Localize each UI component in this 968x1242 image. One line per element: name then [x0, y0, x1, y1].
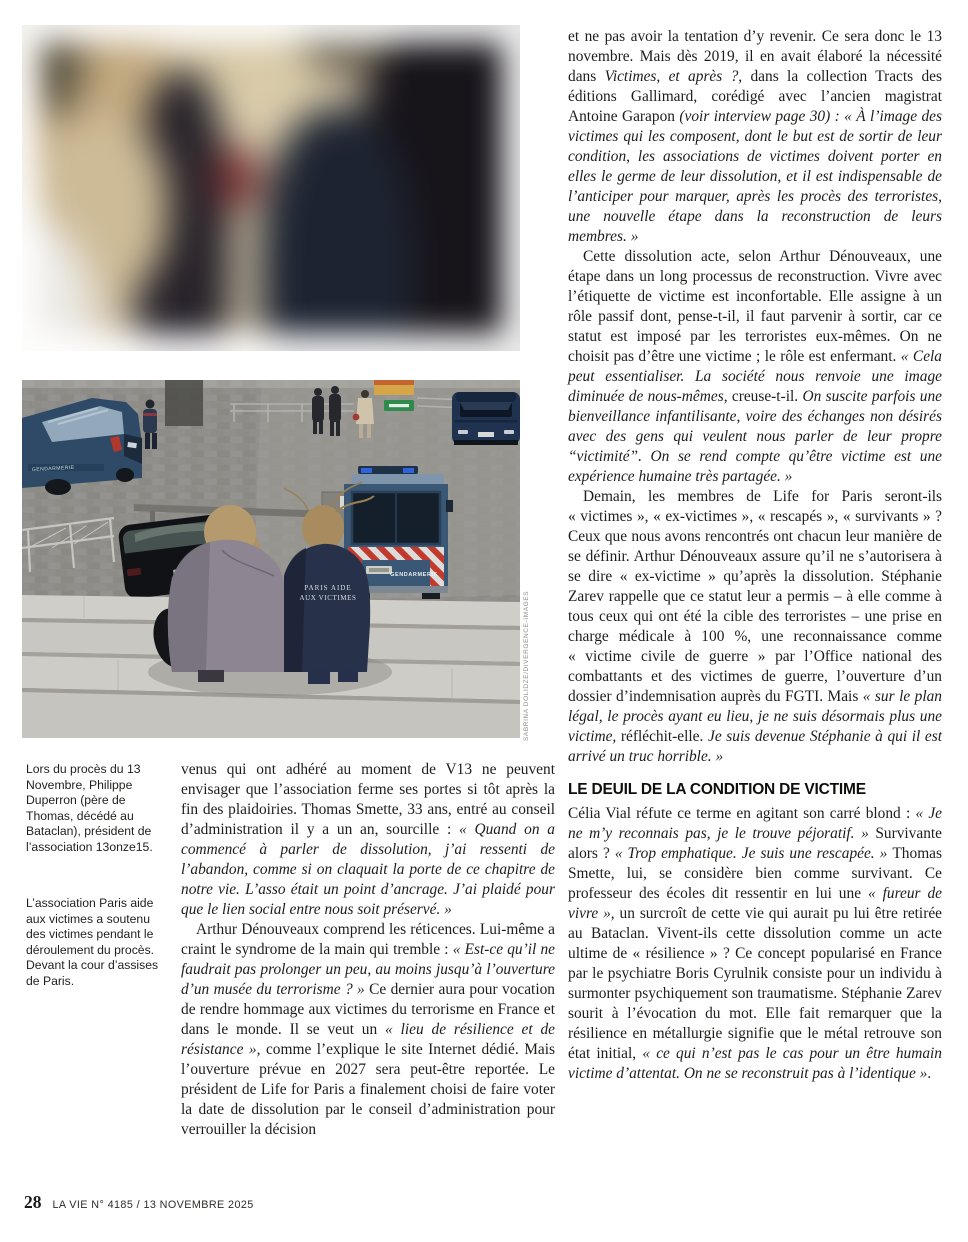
article-paragraph: et ne pas avoir la tentation d’y revenir. Ce sera donc le 13 novembre. Mais dès 2019, il en avait élaboré la nécessité dans Victimes, et après ?, dans la collection Tracts des éditions Gallimard, corédigé avec l’ancien magistrat Antoine Garapon (voir interview page 30) : « À l’image des victimes qui les composent, dont le but est de sortir de leur condition, les associations de victimes doivent porter en elles le germe de leur dissolution, et il est indispensable de l’anticiper pour marquer, après les procès des terroristes, une nouvelle étape dans la reconstruction de leurs membres. »	[568, 28, 942, 245]
van-rear-label: GENDARMERIE	[390, 572, 438, 578]
issue-info: LA VIE N° 4185 / 13 NOVEMBRE 2025	[52, 1199, 254, 1211]
jacket-text-line2: AUX VICTIMES	[299, 594, 357, 602]
photo-caption-1: Lors du procès du 13 Novembre, Philippe Duperron (père de Thomas, décédé au Bataclan), président de l’association 13onze15.	[26, 762, 153, 854]
photo-caption-2: L’association Paris aide aux victimes a soutenu des victimes pendant le déroulement du procès. Devant la cour d’assises de Paris.	[26, 896, 159, 988]
street-scene-illustration	[22, 380, 520, 738]
van-side-label: GENDARMERIE	[31, 464, 75, 473]
article-paragraph: Célia Vial réfute ce terme en agitant son carré blond : « Je ne m’y reconnais pas, je le trouve péjoratif. » Survivante alors ? « Trop emphatique. Je suis une rescapée. » Thomas Smette, lui, se considère bien comme survivant. Ce professeur des écoles dit ressentir en lui une « fureur de vivre », un surcroît de cette vie qui aurait pu lui être retirée au Bataclan. Vivent-ils cette dissolution comme un acte ultime de « résilience » ? Ce concept popularisé en France par le psychiatre Boris Cyrulnik consiste pour un individu à surmonter psychiquement son traumatisme. Stéphanie Zarev sourit à l’évocation du mot. Elle fait remarquer que la résilience en métallurgie signifie que le métal retrouve son état initial, « ce qui n’est pas le cas pour un être humain victime d’attentat. On ne se reconstruit pas à l’identique ».	[568, 805, 942, 1082]
article-paragraph: Arthur Dénouveaux comprend les réticences. Lui-même a craint le syndrome de la main qui tremble : « Est-ce qu’il ne faudrait pas prolonger un peu, au moins jusqu’à l’ouverture d’un musée du terrorisme ? » Ce dernier aura pour vocation de rendre hommage aux victimes du terrorisme en France et dans le monde. Il se veut un « lieu de résilience et de résistance », comme l’explique le site Internet dédié. Mais l’ouverture prévue en 2027 sera peut-être reportée. Le président de Life for Paris a finalement choisi de faire voter la date de dissolution par le conseil d’administration pour verrouiller la décision	[181, 921, 555, 1138]
police-minivan	[452, 392, 520, 445]
left-person-feet	[198, 670, 224, 682]
section-heading: LE DEUIL DE LA CONDITION DE VICTIME	[568, 781, 866, 798]
street-scene-photo	[22, 380, 520, 738]
article-paragraph: Cette dissolution acte, selon Arthur Dénouveaux, une étape dans un long processus de reconstruction. Vivre avec l’étiquette de victime est inconfortable. Elle assigne à un rôle passif dont, pense-t-il, il faut parvenir à sortir, car ce statut est imposé par les terroristes eux-mêmes. On ne choisit pas d’être une victime ; le rôle est enfermant. « Cela peut essentialiser. La société nous renvoie une image diminuée de nous-mêmes, creuse-t-il. On suscite parfois une bienveillance infantilisante, voire des échanges non désirés avec des gens qui veulent nous parler de leur propre “victimité”. On se rend compte qu’être victime est une expérience humaine très partagée. »	[568, 248, 942, 485]
article-column-middle	[181, 760, 555, 1140]
article-paragraph: venus qui ont adhéré au moment de V13 ne peuvent envisager que l’association ferme ses portes si tôt après la fin des plaidoiries. Thomas Smette, 33 ans, entré au conseil d’administration il y a un an, sourcille : « Quand on a commencé à parler de dissolution, j’ai ressenti de l’abandon, comme si on claquait la porte de ce chapitre de notre vie. L’asso était un point d’ancrage. J’ai plaidé pour que le lien social entre nous soit préservé. »	[181, 761, 555, 918]
blur-blobs	[22, 25, 520, 351]
page-footer	[24, 1192, 254, 1213]
article-paragraph: Demain, les membres de Life for Paris seront-ils « victimes », « ex-victimes », « rescapés », « survivants » ? Ceux que nous avons rencontrés ont chacun leur manière de se définir. Arthur Dénouveaux assure qu’il ne s’autorisera à se dire « ex-victime » qu’après la dissolution. Stéphanie Zarev rappelle que ce statut leur a permis – à elle comme à tous ceux qui ont été la cible des terroristes – une prise en charge médicale à 100 %, une reconnaissance comme « victime civile de guerre » par l’Office national des combattants et des victimes de guerre, l’ouverture d’un dossier d’indemnisation auprès du FGTI. Mais « sur le plan légal, le procès ayant eu lieu, je ne suis désormais plus une victime, réfléchit-elle. Je suis devenue Stéphanie à qui il est arrivé un truc horrible. »	[568, 488, 942, 765]
direction-sign	[384, 400, 414, 411]
page-number: 28	[24, 1192, 42, 1212]
jacket-text-line1: PARIS AIDE	[304, 584, 352, 592]
dark-kiosk	[165, 380, 203, 426]
article-column-right	[568, 27, 942, 1084]
blurred-courtroom-photo	[22, 25, 520, 351]
photo-credit: SABRINA DOLIDZE/DIVERGENCE-IMAGES	[523, 590, 530, 741]
